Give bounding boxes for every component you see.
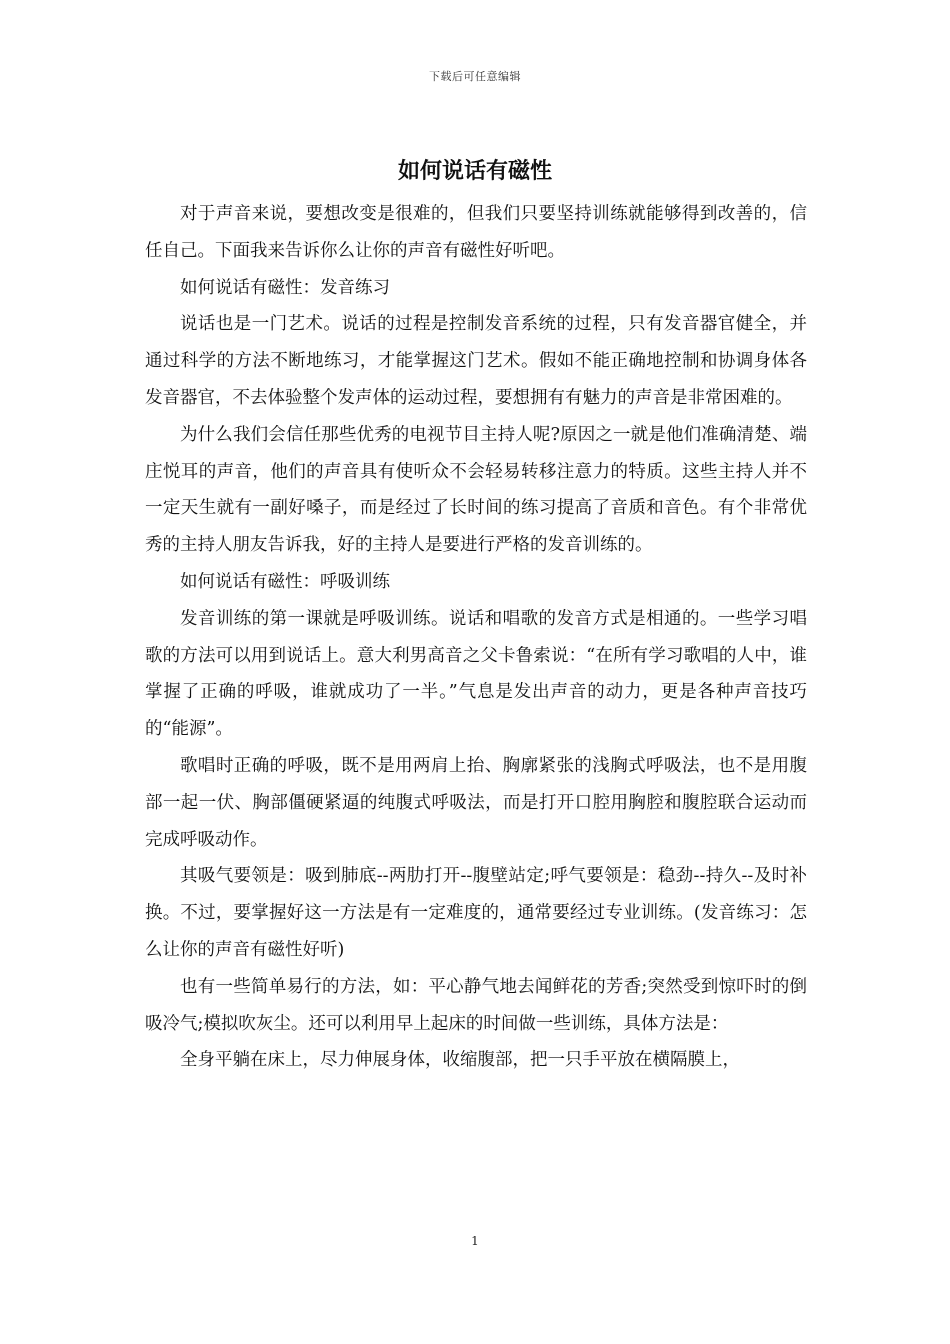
- paragraph-breathing-essentials: 其吸气要领是：吸到肺底--两肋打开--腹壁站定;呼气要领是：稳劲--持久--及时补换。不过，要掌握好这一方法是有一定难度的，通常要经过专业训练。(发音练习：怎么让你的声音有磁性好听): [145, 866, 807, 960]
- paragraph-speech-art: 说话也是一门艺术。说话的过程是控制发音系统的过程，只有发音器官健全，并通过科学的方法不断地练习，才能掌握这门艺术。假如不能正确地控制和协调身体各发音器官，不去体验整个发声体的运动过程，要想拥有有魅力的声音是非常困难的。: [145, 314, 807, 408]
- document-title: 如何说话有磁性: [397, 158, 552, 184]
- page-number: 1: [471, 1234, 479, 1248]
- paragraph-simple-methods: 也有一些简单易行的方法，如：平心静气地去闻鲜花的芳香;突然受到惊吓时的倒吸冷气;模拟吹灰尘。还可以利用早上起床的时间做一些训练，具体方法是：: [145, 976, 807, 1034]
- document-body: [145, 196, 807, 1079]
- page-header-note: 下载后可任意编辑: [429, 70, 521, 83]
- paragraph-intro: 对于声音来说，要想改变是很难的，但我们只要坚持训练就能够得到改善的，信任自己。下面我来告诉你么让你的声音有磁性好听吧。: [145, 204, 807, 261]
- section-heading-breathing: 如何说话有磁性：呼吸训练: [180, 571, 390, 592]
- paragraph-correct-breathing: 歌唱时正确的呼吸，既不是用两肩上抬、胸廓紧张的浅胸式呼吸法，也不是用腹部一起一伏、胸部僵硬紧逼的纯腹式呼吸法，而是打开口腔用胸腔和腹腔联合运动而完成呼吸动作。: [145, 755, 807, 850]
- paragraph-lying-exercise: 全身平躺在床上，尽力伸展身体，收缩腹部，把一只手平放在横隔膜上，: [180, 1050, 740, 1071]
- section-heading-pronunciation: 如何说话有磁性：发音练习: [180, 277, 390, 298]
- paragraph-breathing-first: 发音训练的第一课就是呼吸训练。说话和唱歌的发音方式是相通的。一些学习唱歌的方法可以用到说话上。意大利男高音之父卡鲁索说：“在所有学习歌唱的人中，谁掌握了正确的呼吸，谁就成功了一半。”气息是发出声音的动力，更是各种声音技巧的“能源”。: [145, 608, 807, 740]
- paragraph-hosts: 为什么我们会信任那些优秀的电视节目主持人呢?原因之一就是他们准确清楚、端庄悦耳的声音，他们的声音具有使听众不会轻易转移注意力的特质。这些主持人并不一定天生就有一副好嗓子，而是经过了长时间的练习提高了音质和音色。有个非常优秀的主持人朋友告诉我，好的主持人是要进行严格的发音训练的。: [145, 424, 807, 556]
